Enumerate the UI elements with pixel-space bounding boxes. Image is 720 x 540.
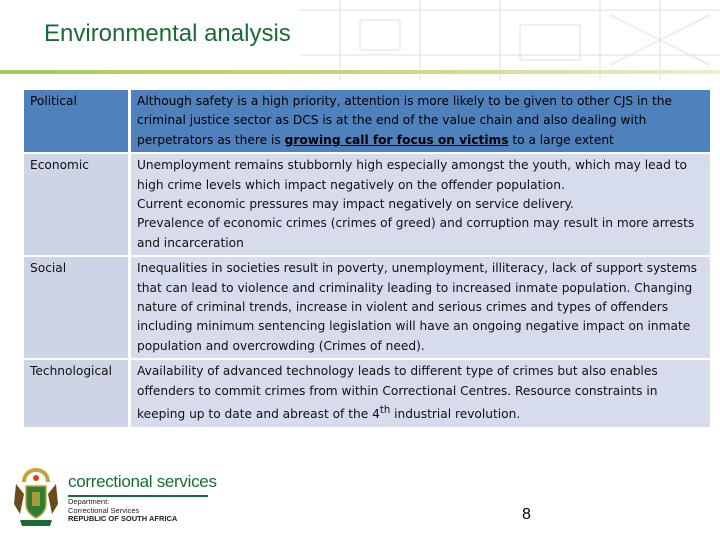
department-block	[68, 498, 177, 524]
title-divider	[0, 70, 720, 74]
political-text-start: Although safety is a high priority, attention is more likely to be given to other CJS in the criminal justice sector as DCS is at the end of the value chain and also dealing with perpetrators as there is	[137, 94, 673, 147]
political-text-end: to a large extent	[508, 132, 614, 147]
economic-line: Current economic pressures may impact negatively on service delivery.	[137, 197, 574, 212]
political-emphasis: growing call for focus on victims	[284, 132, 509, 147]
architectural-sketch-background	[300, 0, 720, 80]
table-row-technological	[24, 360, 710, 426]
description-economic	[131, 154, 710, 255]
technological-text-start: Availability of advanced technology leads to different type of crimes but also enables offenders to commit crimes from within Correctional Centres. Resource constraints in keeping up to date and abreast of the 4	[137, 364, 658, 422]
description-political	[131, 90, 710, 152]
economic-line: Unemployment remains stubbornly high especially amongst the youth, which may lead to high crime levels which impact negatively on the offender population.	[137, 158, 687, 192]
page-title: Environmental analysis	[44, 20, 291, 47]
technological-text-end: industrial revolution.	[390, 407, 521, 422]
category-political: Political	[24, 90, 131, 152]
department-name: Correctional Services	[68, 505, 140, 515]
page-number: 8	[522, 506, 531, 523]
superscript-th: th	[379, 405, 391, 417]
description-social: Inequalities in societies result in poverty, unemployment, illiteracy, lack of support systems that can lead to violence and criminality leading to increased inmate population. Changing nature of criminal trends, increase in violent and serious crimes and types of offenders including minimum sentencing legislation will have an ongoing negative impact on inmate population and overcrowding (Crimes of need).	[131, 257, 710, 358]
department-label: Department:	[68, 497, 110, 506]
category-technological: Technological	[24, 360, 131, 426]
coat-of-arms-icon	[10, 464, 62, 528]
table-row-political	[24, 90, 710, 152]
footer-logo	[10, 462, 220, 532]
description-technological	[131, 360, 710, 426]
table-row-economic	[24, 154, 710, 255]
economic-line: Prevalence of economic crimes (crimes of greed) and corruption may result in more arrests and incarceration	[137, 216, 695, 250]
category-social: Social	[24, 257, 131, 358]
country-name: REPUBLIC OF SOUTH AFRICA	[68, 514, 178, 524]
environmental-analysis-table	[24, 88, 710, 429]
brand-name: correctional services	[68, 472, 217, 491]
table-row-social	[24, 257, 710, 358]
category-economic: Economic	[24, 154, 131, 255]
